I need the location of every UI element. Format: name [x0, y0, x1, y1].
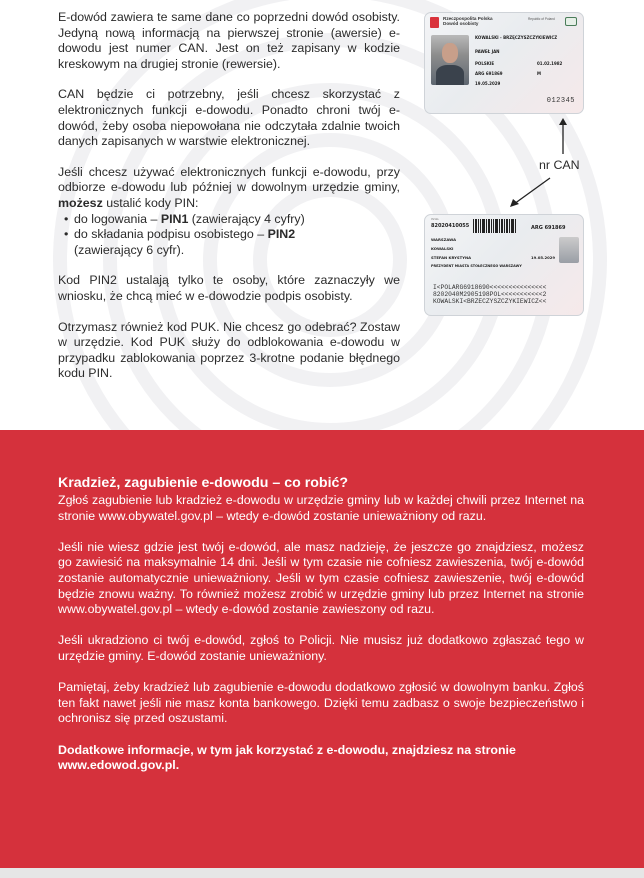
can-label: nr CAN: [539, 158, 580, 172]
polish-emblem-icon: [430, 17, 439, 28]
holder-photo: [431, 35, 469, 85]
paragraph-can-purpose: CAN będzie ci potrzebny, jeśli chcesz skorzystać z elektronicznych funkcji e-dowodu. Ponadto chroni twój e-dowód, żeby osoba niepowołana nie odczytała zdalnie twoich danych zapisanych w warstwie elektronicznej.: [58, 87, 400, 149]
eid-chip-icon: [565, 17, 577, 26]
barcode-icon: [473, 219, 517, 233]
holder-photo-small: [559, 237, 579, 263]
bottom-strip: [0, 868, 644, 878]
paragraph-suspend: Jeśli nie wiesz gdzie jest twój e-dowód, ale masz nadzieję, że jeszcze go znajdziesz, możesz go zawiesić na maksymalnie 14 dni. Jeśli w tym czasie nie cofniesz zawieszenia, twój e-dowód zostanie automatycznie unieważniony. Jeśli w tym czasie cofniesz zawieszenie, twój e-dowód będzie znowu ważny. To również możesz zrobić w urzędzie gminy lub przez Internet na stronie www.obywatel.gov.pl – wtedy e-dowód zostanie zawieszony od razu.: [58, 539, 584, 617]
paragraph-puk: Otrzymasz również kod PUK. Nie chcesz go odebrać? Zostaw w urzędzie. Kod PUK służy do odblokowania e-dowodu w przypadku zablokowania poprzez 3-krotne podanie błędnego kodu PIN.: [58, 319, 400, 381]
list-item-pin2: • do składania podpisu osobistego – PIN2 (zawierający 6 cyfr).: [64, 227, 400, 258]
list-item-pin1: • do logowania – PIN1 (zawierający 4 cyfry): [64, 212, 400, 228]
paragraph-more-info: Dodatkowe informacje, w tym jak korzystać z e-dowodu, znajdziesz na stronie www.edowod.gov.pl.: [58, 742, 516, 773]
section-heading: Kradzież, zagubienie e-dowodu – co robić?: [58, 475, 349, 491]
pin-list: [64, 212, 400, 259]
arrow-down-left-icon: [508, 176, 552, 208]
can-number: 012345: [546, 97, 575, 105]
paragraph-bank: Pamiętaj, żeby kradzież lub zagubienie e-dowodu dodatkowo zgłosić w dowolnym banku. Zgłoś ten fakt nawet jeśli nie masz konta bankowego. Dzięki temu zadbasz o swoje bezpieczeństwo i ochronisz się przed oszustami.: [58, 680, 584, 726]
lost-stolen-content: [58, 475, 584, 789]
mrz-zone: I<POLARG6918690<<<<<<<<<<<<<<< 8202040M2905198POL<<<<<<<<<<<2 KOWALSKI<BRZECZYSZCZYKIEWICZ<<: [433, 284, 547, 306]
top-section: [0, 0, 644, 430]
paragraph-pin2: Kod PIN2 ustalają tylko te osoby, które zaznaczyły we wniosku, że chcą mieć w e-dowodzie podpis osobisty.: [58, 273, 400, 303]
paragraph-report-loss: Zgłoś zagubienie lub kradzież e-dowodu w urzędzie gminy lub w każdej chwili przez Internet na stronie www.obywatel.gov.pl – wtedy e-dowód zostanie unieważniony od razu.: [58, 493, 584, 523]
intro-text-column: [58, 10, 400, 397]
paragraph-can-intro: E-dowód zawiera te same dane co poprzedni dowód osobisty. Jedyną nową informacją na pierwszej stronie (awersie) e-dowodu jest numer CAN. Jest on też zapisany w kodzie kreskowym na drugiej stronie (rewersie).: [58, 10, 400, 71]
id-card-back: PESEL 82020410055 ARG 691869 WARSZAWA KOWALSKI STEFAN KRYSTYNA 19.05.2029 PREZYDENT MIASTA STOŁECZNEGO WARSZAWY I<POLARG6918690<<<<<<<<<<<<<<< 8202040M2905198POL<<<<<<<<<<<2 KOWALSKI<BRZECZYSZCZYKIEWICZ<<: [424, 214, 584, 316]
paragraph-police: Jeśli ukradziono ci twój e-dowód, zgłoś to Policji. Nie musisz już dodatkowo zgłaszać tego w urzędzie gminy. E-dowód zostanie unieważniony.: [58, 633, 584, 663]
id-card-front: Rzeczpospolita Polska Dowód osobisty Republic of Poland KOWALSKI - BRZĘCZYSZCZYKIEWICZ PAWEŁ JAN POLSKIE 01.02.1982 ARG 691869 M 19.05.2029 012345: [424, 12, 584, 114]
arrow-up-icon: [556, 118, 570, 154]
paragraph-pin-setup: Jeśli chcesz używać elektronicznych funkcji e-dowodu, przy odbiorze e-dowodu lub później w dowolnym urzędzie gminy, możesz ustalić kody PIN:: [58, 164, 400, 210]
lost-stolen-panel: [0, 430, 644, 878]
